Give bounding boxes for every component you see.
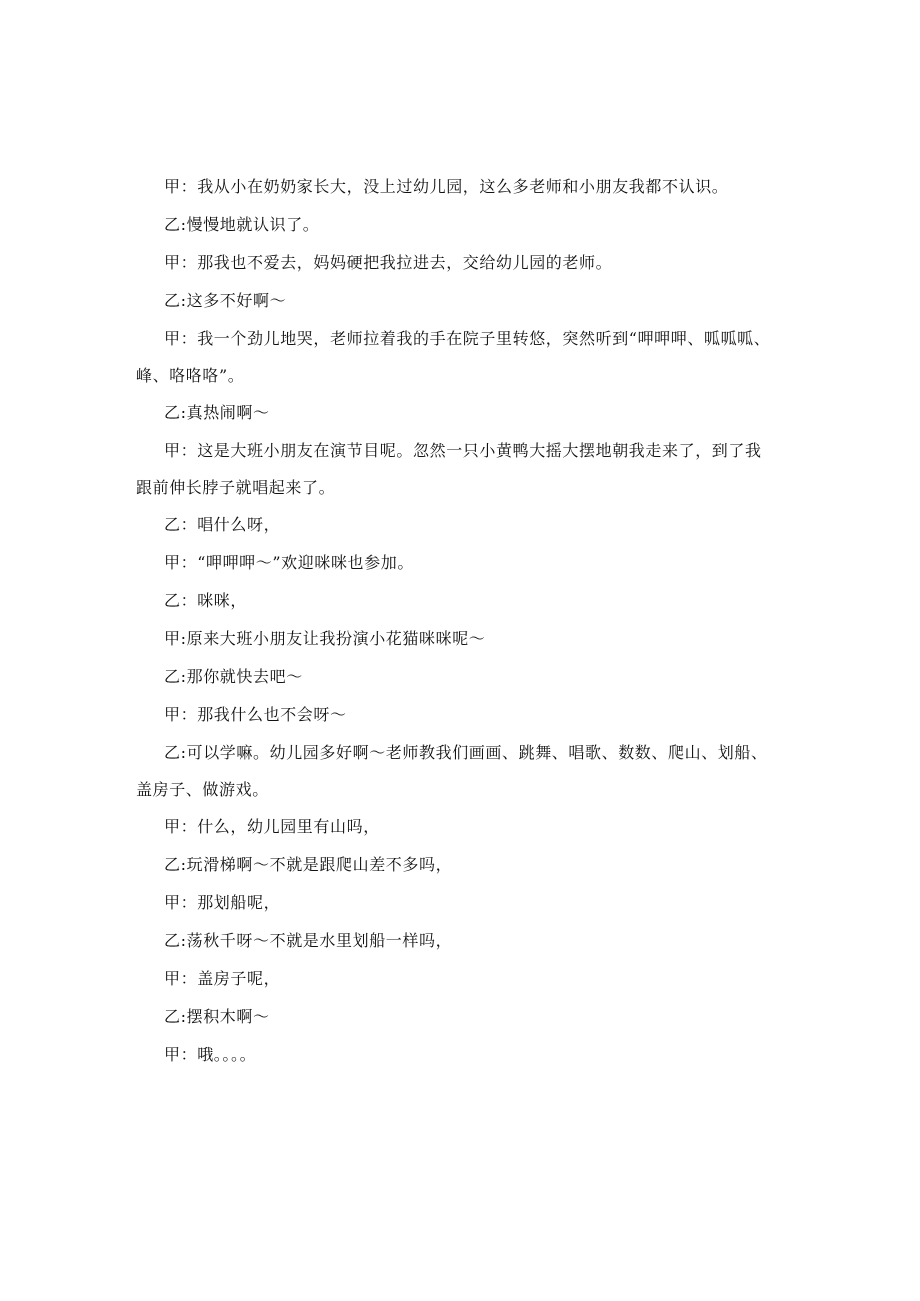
dialogue-line: 乙:真热闹啊～ bbox=[164, 403, 270, 422]
dialogue-line: 乙：唱什么呀， bbox=[164, 515, 281, 534]
dialogue-line: 乙:那你就快去吧～ bbox=[164, 667, 303, 686]
dialogue-line: 甲：我从小在奶奶家长大，没上过幼儿园，这么多老师和小朋友我都不认识。 bbox=[164, 177, 729, 196]
dialogue-line: 甲：那我什么也不会呀～ bbox=[164, 705, 347, 724]
dialogue-line: 乙:玩滑梯啊～不就是跟爬山差不多吗， bbox=[164, 855, 453, 874]
dialogue-line: 甲：“呷呷呷～”欢迎咪咪也参加。 bbox=[164, 553, 414, 572]
dialogue-line: 甲：哦。。。。 bbox=[164, 1045, 257, 1064]
dialogue-line: 甲：那划船呢， bbox=[164, 893, 281, 912]
dialogue-line: 乙：咪咪， bbox=[164, 591, 248, 610]
dialogue-line: 甲:原来大班小朋友让我扮演小花猫咪咪呢～ bbox=[164, 629, 486, 648]
dialogue-line: 甲：我一个劲儿地哭，老师拉着我的手在院子里转悠，突然听到“呷呷呷、呱呱呱、峰、咯咯咯”。 bbox=[136, 329, 771, 385]
dialogue-line: 甲：这是大班小朋友在演节目呢。忽然一只小黄鸭大摇大摆地朝我走来了，到了我跟前伸长脖子就唱起来了。 bbox=[136, 441, 762, 497]
dialogue-line: 乙:慢慢地就认识了。 bbox=[164, 215, 320, 234]
dialogue-line: 甲：盖房子呢， bbox=[164, 969, 281, 988]
dialogue-body bbox=[136, 168, 776, 1074]
dialogue-line: 乙:摆积木啊～ bbox=[164, 1007, 270, 1026]
dialogue-line: 乙:荡秋千呀～不就是水里划船一样吗， bbox=[164, 931, 453, 950]
dialogue-line: 乙:可以学嘛。幼儿园多好啊～老师教我们画画、跳舞、唱歌、数数、爬山、划船、盖房子、做游戏。 bbox=[136, 743, 768, 799]
dialogue-line: 甲：什么，幼儿园里有山吗， bbox=[164, 817, 380, 836]
dialogue-line: 乙:这多不好啊～ bbox=[164, 291, 287, 310]
dialogue-line: 甲：那我也不爱去，妈妈硬把我拉进去，交给幼儿园的老师。 bbox=[164, 253, 613, 272]
